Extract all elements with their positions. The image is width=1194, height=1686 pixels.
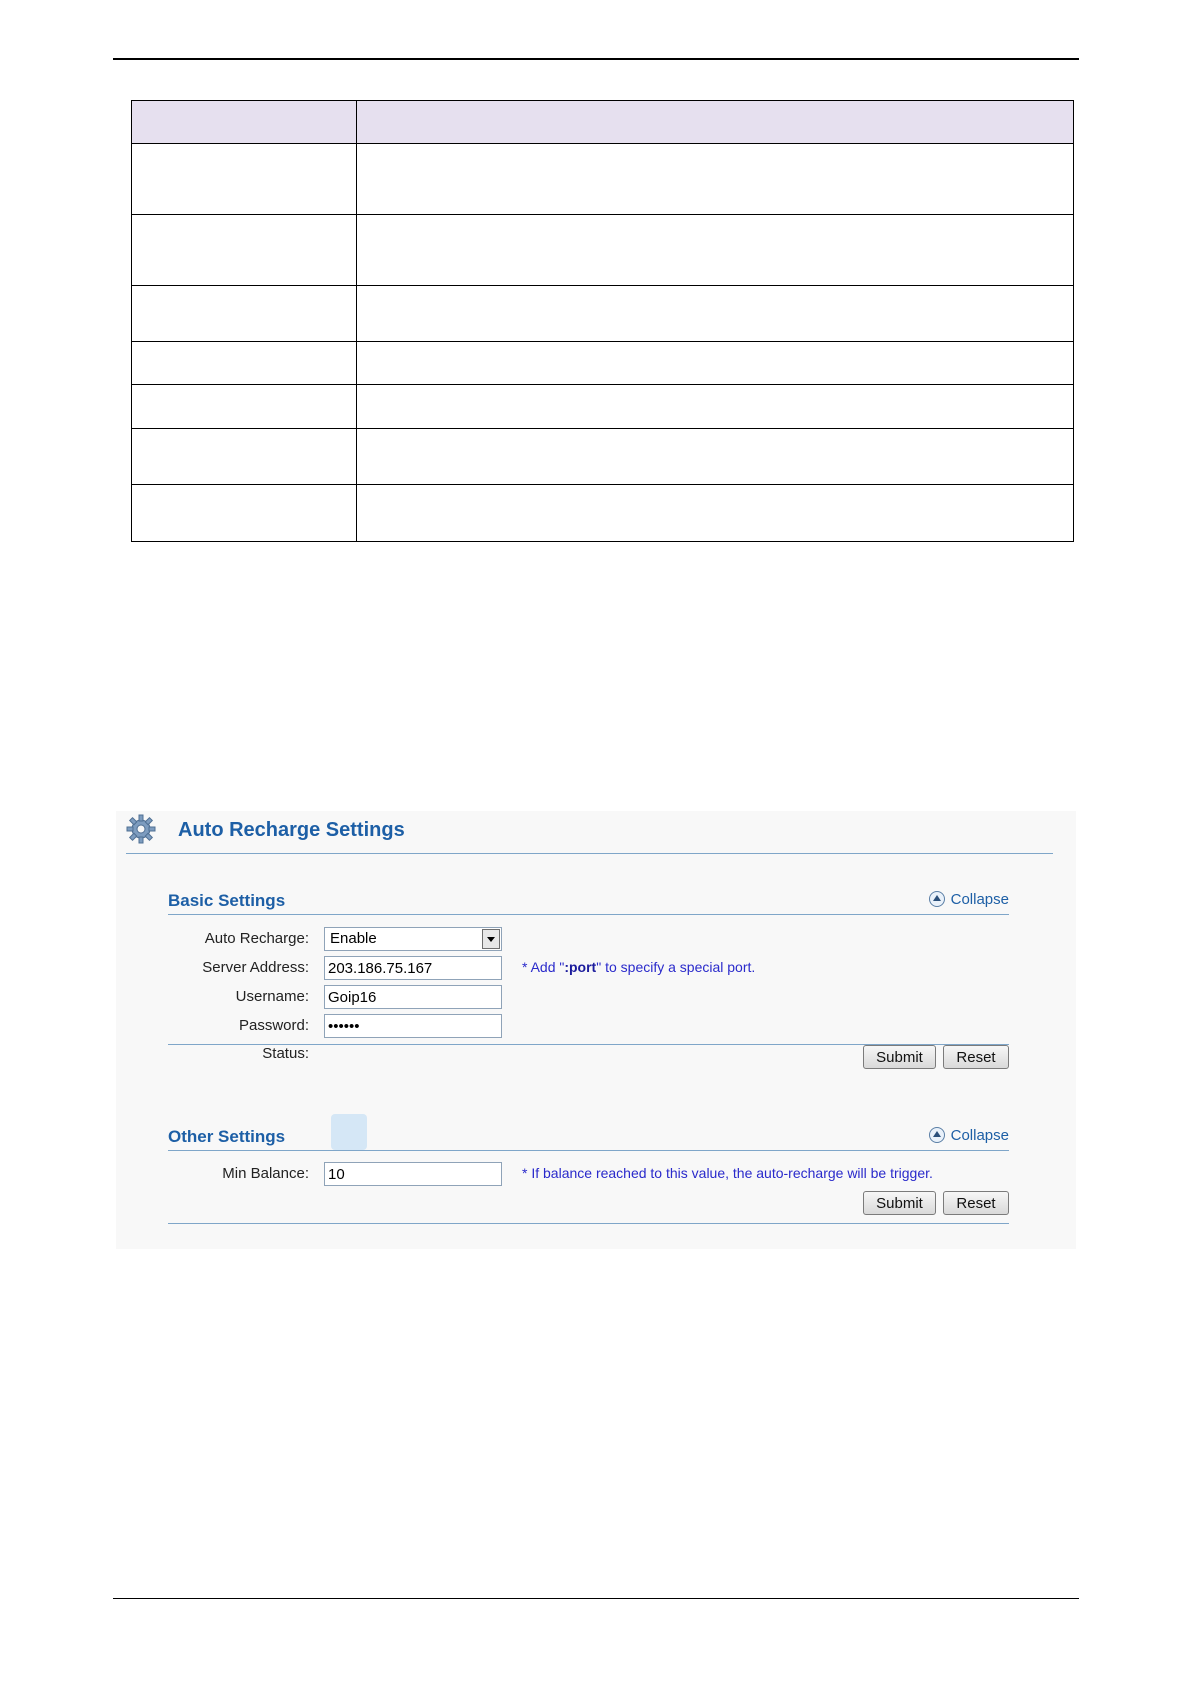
server-hint-bold: :port <box>564 959 597 975</box>
min-balance-label: Min Balance: <box>222 1165 309 1182</box>
table-header-cell <box>132 101 357 144</box>
collapse-icon <box>929 891 945 907</box>
table-cell <box>357 385 1074 429</box>
username-label: Username: <box>235 988 309 1005</box>
auto-recharge-value: Enable <box>330 930 377 947</box>
table-row <box>132 385 1074 429</box>
table-cell <box>357 144 1074 215</box>
chevron-down-icon[interactable] <box>482 929 500 949</box>
other-submit-button[interactable]: Submit <box>863 1191 936 1215</box>
table-cell <box>132 429 357 485</box>
auto-recharge-screenshot <box>116 811 1076 1249</box>
table-header-row <box>132 101 1074 144</box>
basic-submit-button[interactable]: Submit <box>863 1045 936 1069</box>
table-cell <box>132 485 357 542</box>
other-reset-button[interactable]: Reset <box>943 1191 1009 1215</box>
server-address-hint <box>522 959 755 975</box>
basic-settings-body <box>168 915 1009 1066</box>
gear-icon <box>126 814 156 844</box>
watermark-icon <box>331 1114 367 1150</box>
auto-recharge-select[interactable] <box>324 927 502 951</box>
collapse-label: Collapse <box>950 1127 1009 1144</box>
table-row <box>132 215 1074 286</box>
server-address-input[interactable] <box>324 956 502 980</box>
table-cell <box>357 215 1074 286</box>
min-balance-input[interactable] <box>324 1162 502 1186</box>
table-header-cell <box>357 101 1074 144</box>
header-rule <box>113 58 1079 60</box>
table-row <box>132 286 1074 342</box>
collapse-label: Collapse <box>950 891 1009 908</box>
basic-collapse-toggle[interactable] <box>929 891 1009 908</box>
auto-recharge-label: Auto Recharge: <box>204 930 309 947</box>
table-row <box>132 342 1074 385</box>
table-cell <box>132 385 357 429</box>
server-hint-suffix: " to specify a special port. <box>596 959 756 975</box>
basic-settings-title: Basic Settings <box>168 891 286 910</box>
other-collapse-toggle[interactable] <box>929 1127 1009 1144</box>
parameter-table <box>131 100 1074 542</box>
table-cell <box>357 429 1074 485</box>
screenshot-title-row <box>126 811 1053 854</box>
status-label: Status: <box>262 1045 309 1062</box>
password-label: Password: <box>238 1017 309 1034</box>
table-cell <box>357 485 1074 542</box>
server-address-label: Server Address: <box>202 959 309 976</box>
table-cell <box>132 286 357 342</box>
username-input[interactable] <box>324 985 502 1009</box>
collapse-icon <box>929 1127 945 1143</box>
table-cell <box>132 342 357 385</box>
other-settings-header <box>168 1124 1009 1151</box>
password-input[interactable] <box>324 1014 502 1038</box>
table-cell <box>132 144 357 215</box>
table-row <box>132 144 1074 215</box>
table-row <box>132 485 1074 542</box>
table-cell <box>357 342 1074 385</box>
basic-reset-button[interactable]: Reset <box>943 1045 1009 1069</box>
basic-settings-header <box>168 888 1009 915</box>
table-cell <box>132 215 357 286</box>
footer-rule <box>113 1598 1079 1599</box>
table-row <box>132 429 1074 485</box>
page-title: Auto Recharge Settings <box>178 819 405 841</box>
other-settings-title: Other Settings <box>168 1127 286 1146</box>
server-hint-prefix: * Add " <box>522 959 565 975</box>
other-settings-body <box>168 1151 1009 1224</box>
min-balance-hint: * If balance reached to this value, the auto-recharge will be trigger. <box>522 1165 933 1181</box>
table-cell <box>357 286 1074 342</box>
